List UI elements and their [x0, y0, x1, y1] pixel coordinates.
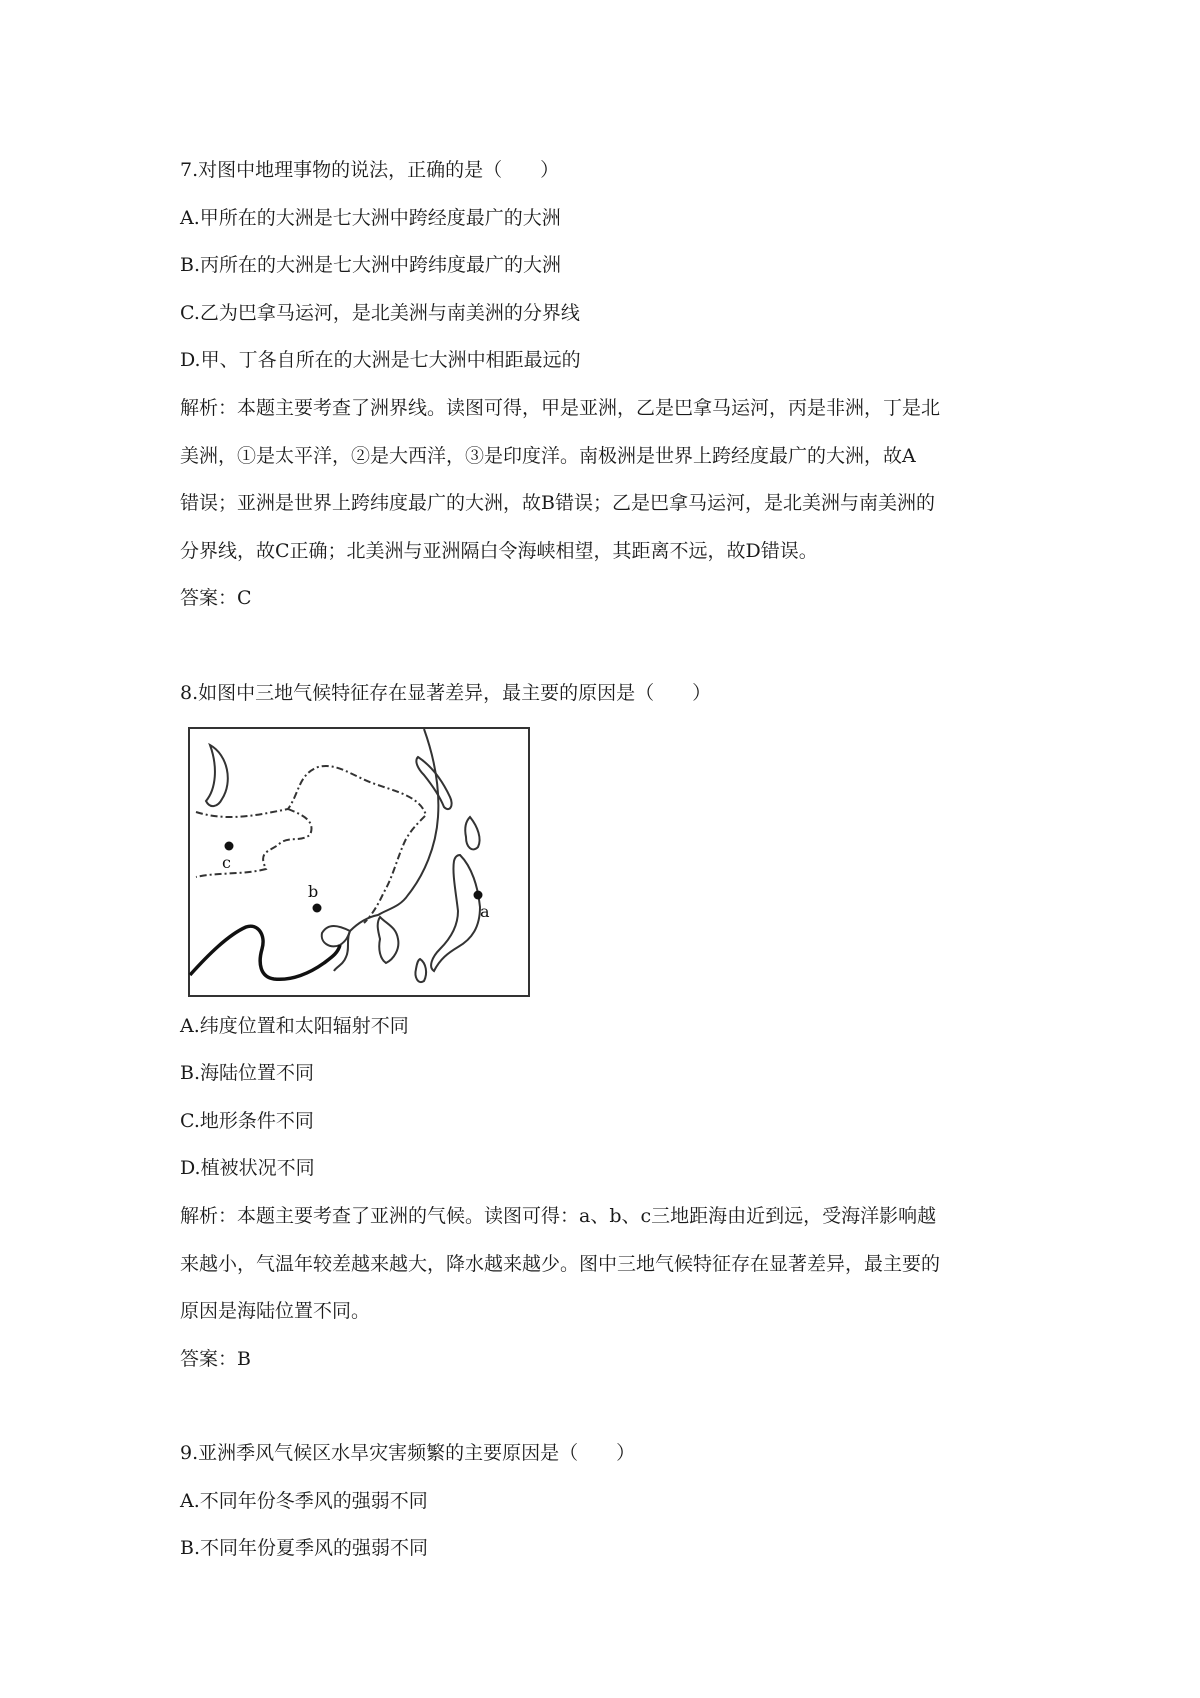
point-a-marker [474, 891, 483, 900]
q8-option-d: D.植被状况不同 [180, 1157, 315, 1179]
q9-option-a: A.不同年份冬季风的强弱不同 [180, 1490, 428, 1512]
q8-option-a: A.纬度位置和太阳辐射不同 [180, 1015, 409, 1037]
q7-option-b: B.丙所在的大洲是七大洲中跨纬度最广的大洲 [180, 254, 562, 276]
point-b-marker [313, 904, 322, 913]
map-frame [189, 728, 529, 996]
q7-analysis-line: 分界线，故C正确；北美洲与亚洲隔白令海峡相望，其距离不远，故D错误。 [180, 540, 818, 562]
q7-option-d: D.甲、丁各自所在的大洲是七大洲中相距最远的 [180, 349, 581, 371]
q9-option-b: B.不同年份夏季风的强弱不同 [180, 1537, 429, 1559]
q9-question: 9.亚洲季风气候区水旱灾害频繁的主要原因是（ ） [180, 1442, 636, 1464]
q7-question: 7.对图中地理事物的说法，正确的是（ ） [180, 159, 560, 181]
q8-answer: 答案：B [180, 1348, 251, 1370]
q7-answer: 答案：C [180, 587, 252, 609]
q7-analysis-line: 美洲，①是太平洋，②是大西洋，③是印度洋。南极洲是世界上跨经度最广的大洲，故A [180, 445, 916, 467]
point-c-label: c [222, 853, 231, 872]
q8-analysis-line: 解析：本题主要考查了亚洲的气候。读图可得：a、b、c三地距海由近到远，受海洋影响越 [180, 1205, 937, 1227]
q7-analysis-line: 错误；亚洲是世界上跨纬度最广的大洲，故B错误；乙是巴拿马运河，是北美洲与南美洲的 [180, 492, 935, 514]
q8-option-c: C.地形条件不同 [180, 1110, 314, 1132]
point-a-label: a [480, 902, 490, 921]
point-c-marker [225, 842, 234, 851]
q7-analysis-line: 解析：本题主要考查了洲界线。读图可得，甲是亚洲，乙是巴拿马运河，丙是非洲，丁是北 [180, 397, 941, 419]
q8-analysis-line: 原因是海陆位置不同。 [180, 1300, 371, 1322]
asia-climate-map [188, 727, 530, 997]
q8-analysis-line: 来越小，气温年较差越来越大，降水越来越少。图中三地气候特征存在显著差异，最主要的 [180, 1253, 941, 1275]
q7-option-a: A.甲所在的大洲是七大洲中跨经度最广的大洲 [180, 207, 561, 229]
q7-option-c: C.乙为巴拿马运河，是北美洲与南美洲的分界线 [180, 302, 580, 324]
point-b-label: b [308, 882, 319, 901]
q8-question: 8.如图中三地气候特征存在显著差异，最主要的原因是（ ） [180, 682, 712, 704]
q8-option-b: B.海陆位置不同 [180, 1062, 315, 1084]
